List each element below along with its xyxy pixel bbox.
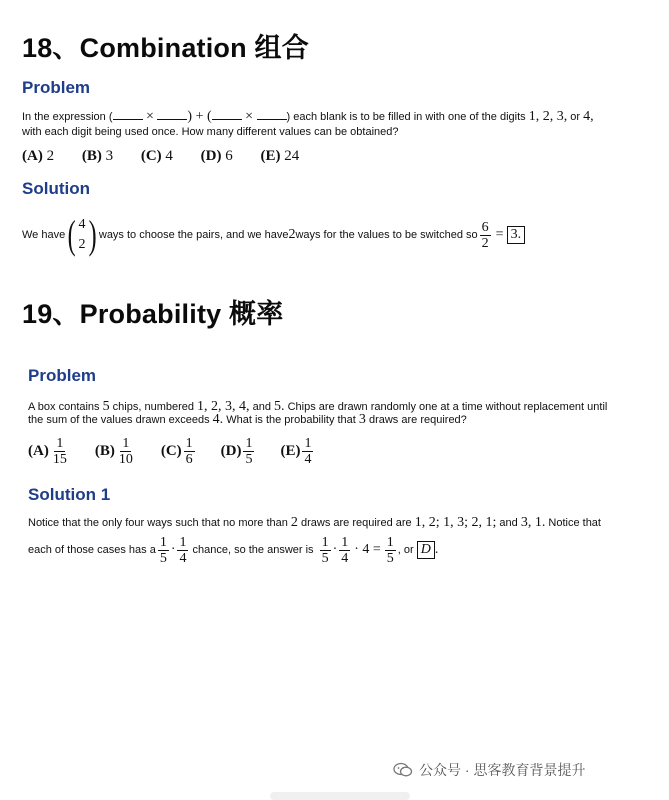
q18-problem-line2: with each digit being used once. How many different values can be obtained?	[22, 126, 399, 138]
q18-answer-box: 3.	[507, 226, 526, 244]
q19-solution-heading: Solution 1	[28, 485, 111, 504]
q18-choice-e: (E) 24	[260, 148, 300, 164]
q18-title: 18、Combination 组合	[22, 33, 309, 63]
frac-1-4: $\frac{1}{4}$	[179, 534, 187, 566]
q19-solution-line2: each of those cases has a $\frac{1}{5}$ · $\frac{1}{4}$ chance, so the answer is $\frac{1}{5}$ · $\frac{1}{4}$ · 4 = $\frac{1}{5}$ , or D .	[28, 534, 439, 566]
q19-solution-line1: Notice that the only four ways such that no more than 2 draws are required are 1, 2; 1, 3; 2, 1; and 3, 1. Notice that	[28, 515, 601, 530]
q18-solution-heading: Solution	[22, 179, 90, 198]
q18-choice-a: (A) 2	[22, 148, 55, 164]
q19-choice-e: (E) $\frac{1}{4}$	[280, 436, 312, 467]
q19-problem-line1: A box contains 5 chips, numbered 1, 2, 3, 4, and 5. Chips are drawn randomly one at a time without replacement until	[28, 399, 608, 414]
watermark	[393, 760, 585, 780]
q19-choice-c: (C) $\frac{1}{6}$	[160, 436, 193, 467]
q19-answer-box: D	[417, 541, 435, 559]
q18-problem-heading: Problem	[22, 78, 91, 97]
q19-choice-d: (D) $\frac{1}{5}$	[220, 436, 253, 467]
frac-1-5-b: $\frac{1}{5}$	[321, 534, 329, 566]
q18-choice-d: (D) 6	[200, 148, 233, 164]
q19-problem-heading: Problem	[28, 366, 97, 385]
q18-choice-b: (B) 3	[81, 148, 114, 164]
q18-solution-line: We have ( 4 2 ) ways to choose the pairs, and we have 2 ways for the values to be switched so $\frac{6}{2}$ = 3.	[22, 210, 525, 260]
q19-choices	[28, 436, 339, 467]
watermark-text: 公众号 · 思客教育背景提升	[419, 762, 586, 778]
frac-1-5-c: $\frac{1}{5}$	[386, 534, 394, 566]
frac-1-4-b: $\frac{1}{4}$	[341, 534, 349, 566]
q18-problem-line1: In the expression ( × ) + ( × ) each blank is to be filled in with one of the digits 1, 2, 3, or 4,	[22, 109, 594, 124]
q18-choices	[22, 148, 323, 165]
binomial: ( 4 2 )	[67, 212, 97, 257]
q18-fraction: $\frac{6}{2}$	[481, 219, 489, 251]
q19-problem-line2: the sum of the values drawn exceeds 4. What is the probability that 3 draws are required?	[28, 412, 467, 427]
q19-choice-b: (B) $\frac{1}{10}$	[94, 436, 133, 467]
frac-1-5: $\frac{1}{5}$	[159, 534, 167, 566]
wechat-icon	[393, 762, 413, 778]
q18-choice-c: (C) 4	[140, 148, 173, 164]
bottom-bar	[270, 792, 410, 800]
q19-choice-a: (A) $\frac{1}{15}$	[28, 436, 67, 467]
q19-title: 19、Probability 概率	[22, 299, 284, 329]
